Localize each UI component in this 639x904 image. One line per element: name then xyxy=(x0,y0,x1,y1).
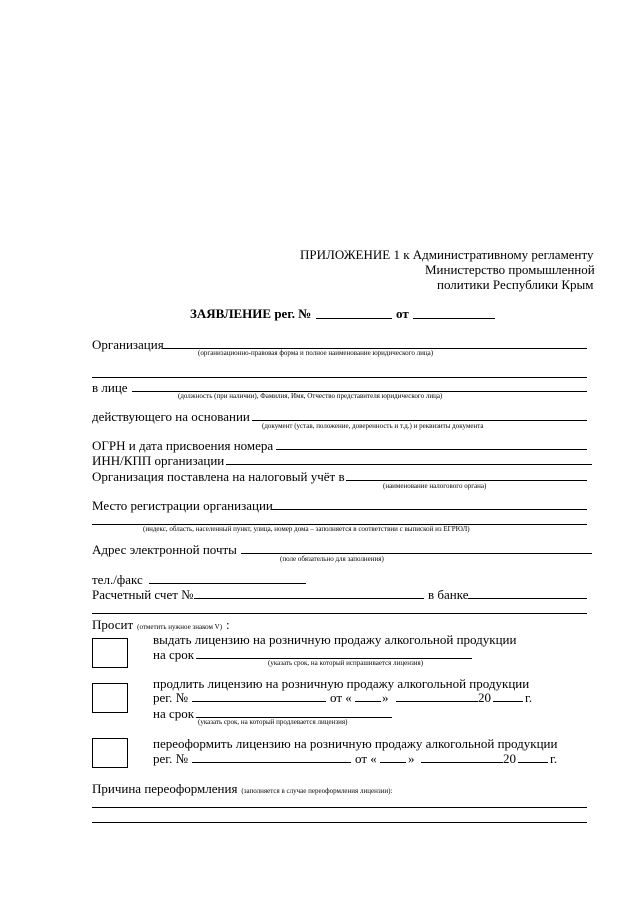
extend-license-title: продлить лицензию на розничную продажу алкогольной продукции xyxy=(153,676,530,691)
reg-place-label: Место регистрации организации xyxy=(92,498,273,513)
account-label: Расчетный счет № xyxy=(92,587,194,602)
tax-registered-label: Организация поставлена на налоговый учёт в xyxy=(92,469,345,484)
ogrn-field[interactable] xyxy=(276,449,587,450)
reissue-year-field[interactable] xyxy=(518,762,548,763)
appendix-header-line2: Министерство промышленной xyxy=(425,262,595,277)
reg-place-hint: (индекс, область, населенный пункт, улица, номер дома – заполняется в соответствии с выпиской из ЕГРЮЛ) xyxy=(143,525,470,533)
issue-term-hint: (указать срок, на который испрашивается лицензия) xyxy=(268,659,424,667)
tax-hint: (наименование налогового органа) xyxy=(383,482,487,490)
reissue-quote-close: » xyxy=(408,751,415,766)
extend-reg-number-field[interactable] xyxy=(192,701,326,702)
extend-year-prefix: 20 xyxy=(478,690,491,705)
email-field[interactable] xyxy=(241,553,592,554)
extend-quote-close: » xyxy=(382,690,389,705)
reason-line xyxy=(92,780,392,798)
organization-hint: (организационно-правовая форма и полное наименование юридического лица) xyxy=(198,349,434,357)
in-person-hint: (должность (при наличии), Фамилия, Имя, Отчество представителя юридического лица) xyxy=(178,392,443,400)
appendix-header-line1: ПРИЛОЖЕНИЕ 1 к Административному регламенту xyxy=(300,247,594,262)
issue-license-title: выдать лицензию на розничную продажу алкогольной продукции xyxy=(153,632,517,647)
title-date-label: от xyxy=(396,306,409,321)
inn-field[interactable] xyxy=(226,464,592,465)
phone-label: тел./факс xyxy=(92,572,143,587)
reg-place-field[interactable] xyxy=(272,509,587,510)
reason-field-line2[interactable] xyxy=(92,822,587,823)
issue-license-checkbox[interactable] xyxy=(92,638,128,668)
title-date-field[interactable] xyxy=(413,318,495,319)
reissue-from-label: от « xyxy=(355,751,377,766)
title-prefix: ЗАЯВЛЕНИЕ рег. № xyxy=(190,306,312,321)
reissue-reg-number-field[interactable] xyxy=(192,762,351,763)
inn-label: ИНН/КПП организации xyxy=(92,453,225,468)
reissue-license-checkbox[interactable] xyxy=(92,738,128,768)
reissue-month-field[interactable] xyxy=(421,762,503,763)
request-colon: : xyxy=(226,617,230,632)
organization-field-line2[interactable] xyxy=(92,377,587,378)
extend-term-hint: (указать срок, на который продлевается лицензия) xyxy=(198,718,348,726)
reason-label: Причина переоформления xyxy=(92,781,238,796)
email-hint: (поле обязательно для заполнения) xyxy=(280,555,384,563)
in-person-label: в лице xyxy=(92,380,128,395)
ogrn-label: ОГРН и дата присвоения номера xyxy=(92,438,274,453)
reissue-reg-label: рег. № xyxy=(153,751,189,766)
email-label: Адрес электронной почты xyxy=(92,542,237,557)
tax-registered-field[interactable] xyxy=(346,480,587,481)
reissue-year-suffix: г. xyxy=(550,751,558,766)
extend-day-field[interactable] xyxy=(355,701,381,702)
reissue-day-field[interactable] xyxy=(380,762,406,763)
request-label: Просит xyxy=(92,617,134,632)
extend-term-label: на срок xyxy=(153,706,195,721)
appendix-header-line3: политики Республики Крым xyxy=(437,277,594,292)
extend-year-field[interactable] xyxy=(493,701,523,702)
phone-field[interactable] xyxy=(149,583,306,584)
account-field[interactable] xyxy=(194,598,424,599)
request-hint: (отметить нужное знаком V) xyxy=(137,623,223,631)
acting-basis-hint: (документ (устав, положение, доверенность и т.д.) и реквизиты документа xyxy=(262,422,484,430)
extend-year-suffix: г. xyxy=(525,690,533,705)
extend-license-checkbox[interactable] xyxy=(92,683,128,713)
organization-label: Организация xyxy=(92,337,164,352)
title-reg-number-field[interactable] xyxy=(316,318,392,319)
acting-basis-label: действующего на основании xyxy=(92,409,250,424)
extend-month-field[interactable] xyxy=(396,701,478,702)
issue-term-label: на срок xyxy=(153,647,195,662)
bank-label: в банке xyxy=(428,587,469,602)
acting-basis-field[interactable] xyxy=(252,420,587,421)
reason-hint: (заполняется в случае переоформления лицензии): xyxy=(241,787,393,795)
bank-field-line2[interactable] xyxy=(92,613,587,614)
extend-from-label: от « xyxy=(330,690,352,705)
extend-reg-label: рег. № xyxy=(153,690,189,705)
reissue-license-title: переоформить лицензию на розничную продажу алкогольной продукции xyxy=(153,736,558,751)
bank-field[interactable] xyxy=(468,598,587,599)
reissue-year-prefix: 20 xyxy=(503,751,516,766)
reason-field-line1[interactable] xyxy=(92,807,587,808)
